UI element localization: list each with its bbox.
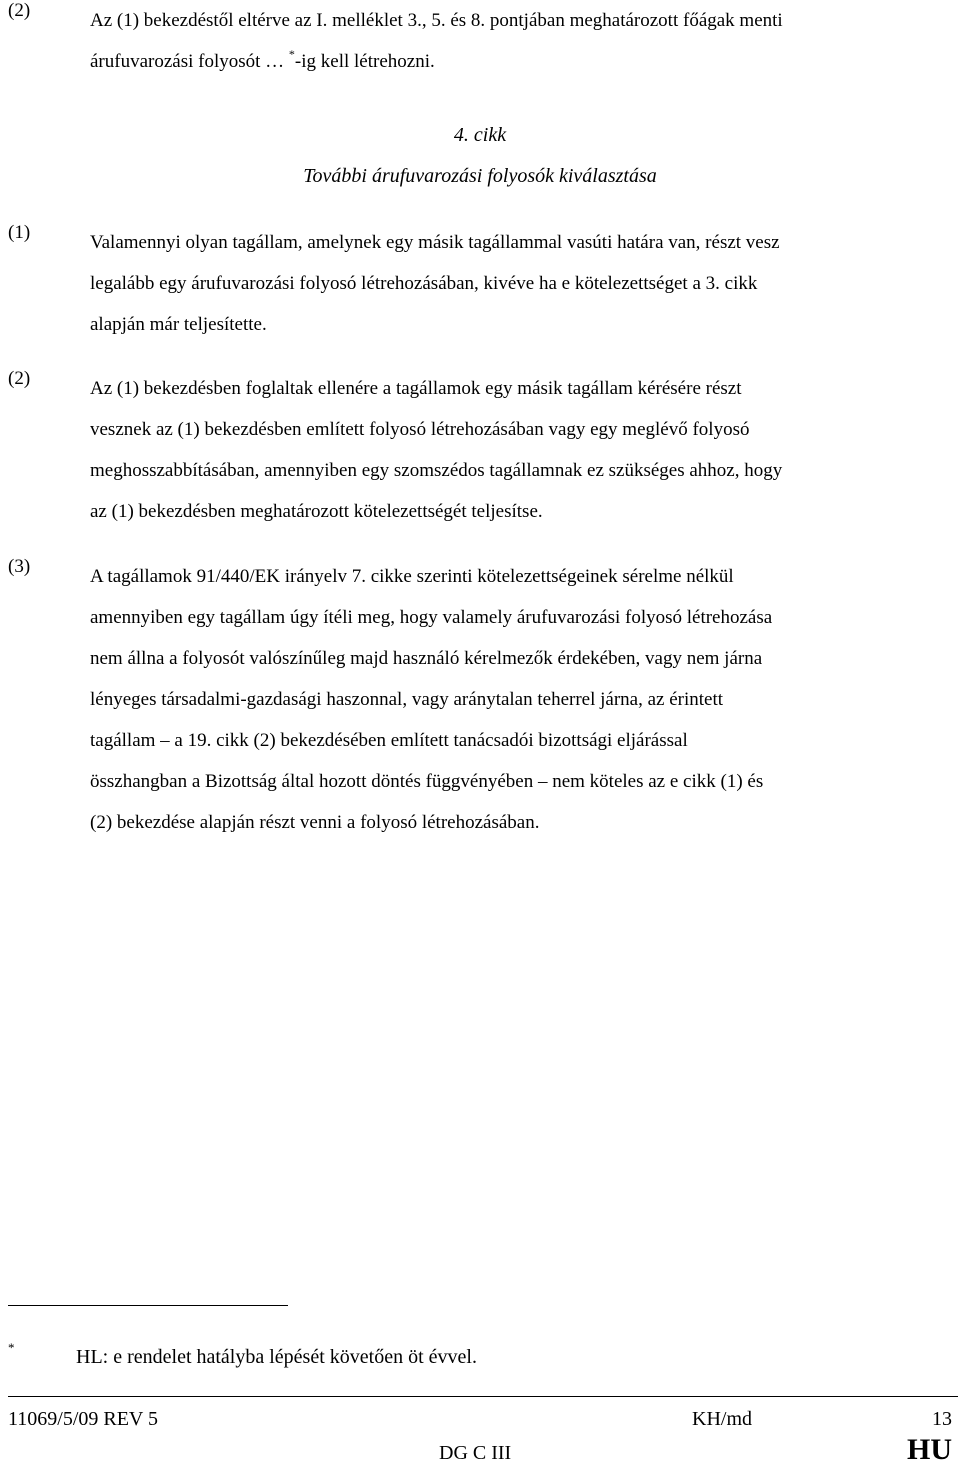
text-line: Valamennyi olyan tagállam, amelynek egy másik tagállammal vasúti határa van, részt vesz <box>90 232 780 253</box>
paragraph-text <box>90 222 952 345</box>
paragraph-number: (3) <box>8 556 31 577</box>
text-line: összhangban a Bizottság által hozott döntés függvényében – nem köteles az e cikk (1) és <box>90 771 764 792</box>
text-line: (2) bekezdése alapján részt venni a folyosó létrehozásában. <box>90 812 540 833</box>
footnote-reference[interactable]: * <box>288 47 295 61</box>
text-line: A tagállamok 91/440/EK irányelv 7. cikke szerinti kötelezettségeinek sérelme nélkül <box>90 566 734 587</box>
text-line: az (1) bekezdésben meghatározott kötelezettségét teljesítse. <box>90 501 543 522</box>
text-line: tagállam – a 19. cikk (2) bekezdésében említett tanácsadói bizottsági eljárással <box>90 730 688 751</box>
footnote-text: HL: e rendelet hatályba lépését követően öt évvel. <box>76 1346 477 1368</box>
footnote-separator <box>8 1305 288 1306</box>
paragraph-text <box>90 556 952 843</box>
article-number: 4. cikk <box>453 124 507 146</box>
text-line <box>90 41 952 82</box>
text-line: Az (1) bekezdésben foglaltak ellenére a tagállamok egy másik tagállam kérésére részt <box>90 378 742 399</box>
article-title: További árufuvarozási folyosók kiválasztása <box>303 165 657 187</box>
author-initials: KH/md <box>692 1408 752 1430</box>
text-line: vesznek az (1) bekezdésben említett folyosó létrehozásában vagy egy meglévő folyosó <box>90 419 750 440</box>
text-line: lényeges társadalmi-gazdasági haszonnal, vagy aránytalan teherrel járna, az érintett <box>90 689 724 710</box>
directorate-label: DG C III <box>439 1442 512 1464</box>
text-segment: árufuvarozási folyosót … <box>90 51 289 72</box>
text-line: Az (1) bekezdéstől eltérve az I. melléklet 3., 5. és 8. pontjában meghatározott főágak menti <box>90 10 783 31</box>
text-line: alapján már teljesítette. <box>90 314 267 335</box>
document-reference: 11069/5/09 REV 5 <box>8 1408 159 1430</box>
text-line: meghosszabbításában, amennyiben egy szomszédos tagállamnak ez szükséges ahhoz, hogy <box>90 460 783 481</box>
footnote-mark: * <box>8 1340 15 1355</box>
text-line: legalább egy árufuvarozási folyosó létrehozásában, kivéve ha e kötelezettséget a 3. cikk <box>90 273 758 294</box>
page-number: 13 <box>932 1408 952 1430</box>
footer-separator <box>8 1396 958 1397</box>
text-line: nem állna a folyosót valószínűleg majd használó kérelmezők érdekében, vagy nem járna <box>90 648 763 669</box>
paragraph-number: (2) <box>8 368 31 389</box>
text-segment: -ig kell létrehozni. <box>294 51 435 72</box>
paragraph-number: (1) <box>8 222 31 243</box>
paragraph-text <box>90 368 952 532</box>
paragraph-number: (2) <box>8 0 31 21</box>
paragraph-text <box>90 0 952 82</box>
text-line: amennyiben egy tagállam úgy ítéli meg, hogy valamely árufuvarozási folyosó létrehozása <box>90 607 773 628</box>
language-code: HU <box>907 1433 952 1466</box>
